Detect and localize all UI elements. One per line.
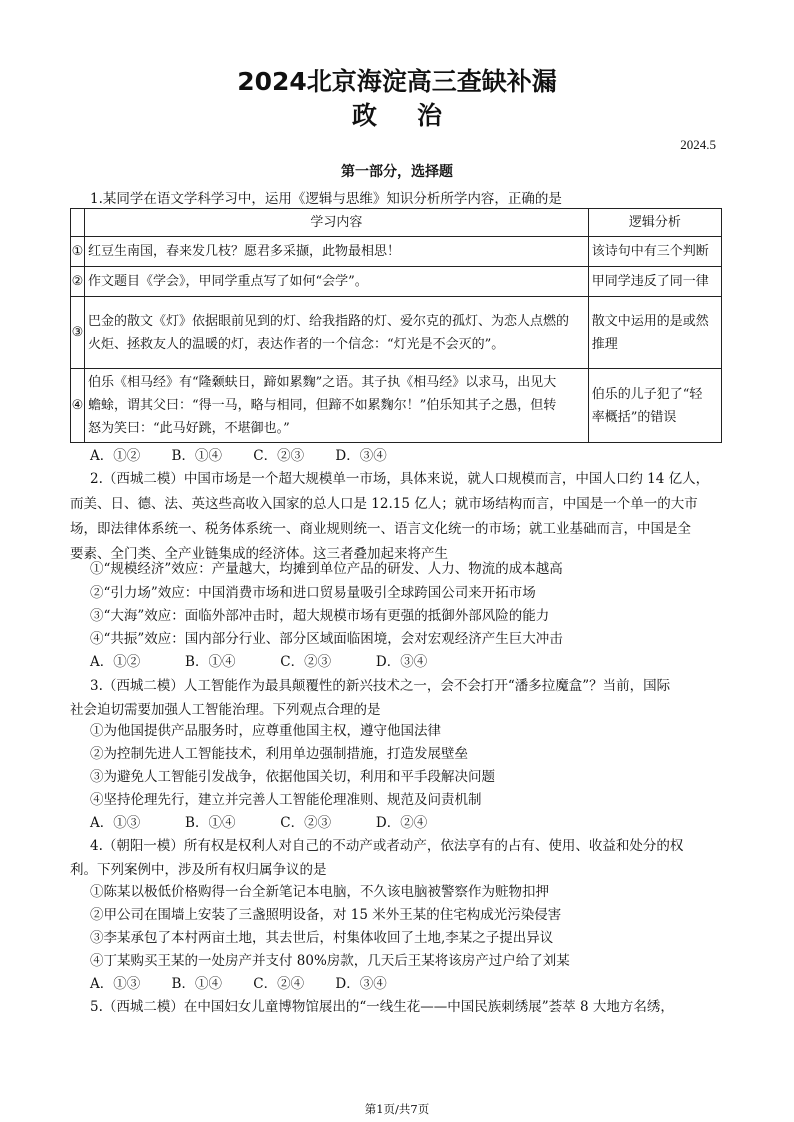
analysis-line: 率概括”的错误 xyxy=(591,409,677,425)
q2-item: ④“共振”效应：国内部分行业、部分区域面临困境，会对宏观经济产生巨大冲击 xyxy=(90,631,563,647)
q2-item: ①“规模经济”效应：产量越大，均摊到单位产品的研发、人力、物流的成本越高 xyxy=(90,561,563,577)
q4-stem-line: 4.（朝阳一模）所有权是权利人对自己的不动产或者动产，依法享有的占有、使用、收益和处分的权 xyxy=(90,838,684,854)
q3-item: ②为控制先进人工智能技术，利用单边强制措施，打造发展壁垒 xyxy=(90,746,468,762)
analysis-line: 甲同学违反了同一律 xyxy=(591,274,709,289)
exam-date: 2024.5 xyxy=(680,137,716,152)
subject-title: 政治 xyxy=(351,101,482,130)
q3-stem-line: 社会迫切需要加强人工智能治理。下列观点合理的是 xyxy=(70,702,381,718)
q4-item: ①陈某以极低价格购得一台全新笔记本电脑，不久该电脑被警察作为赃物扣押 xyxy=(90,884,549,900)
content-line: 作文题目《学会》，甲同学重点写了如何“会学”。 xyxy=(88,274,368,289)
row-number: ② xyxy=(71,267,85,297)
row-analysis xyxy=(588,237,721,267)
q2-stem-line: 2.（西城二模）中国市场是一个超大规模单一市场，具体来说，就人口规模而言，中国人口约 14 亿人， xyxy=(90,471,710,487)
q3-stem-line: 3.（西城二模）人工智能作为最具颠覆性的新兴技术之一，会不会打开“潘多拉魔盒”？当前，国际 xyxy=(90,678,671,694)
row-number: ① xyxy=(71,237,85,267)
analysis-line: 该诗句中有三个判断 xyxy=(591,244,709,259)
q1-stem: 1.某同学在语文学科学习中，运用《逻辑与思维》知识分析所学内容，正确的是 xyxy=(90,191,562,207)
content-line: 蟾蜍，谓其父曰：“得一马，略与相同，但蹄不如累麴尔！”伯乐知其子之愚，但转 xyxy=(88,398,557,413)
row-content xyxy=(85,237,589,267)
row-content xyxy=(85,297,589,369)
row-content xyxy=(85,267,589,297)
content-line: 红豆生南国，春来发几枝？愿君多采撷，此物最相思！ xyxy=(88,244,401,259)
row-analysis xyxy=(588,369,721,443)
content-line: 伯乐《相马经》有“隆颡蚨日，蹄如累麴”之语。其子执《相马经》以求马，出见大 xyxy=(88,375,557,390)
table-row xyxy=(71,369,722,443)
q2-options: A．①② B．①④ C．②③ D．③④ xyxy=(90,654,428,670)
q1-options: A．①② B．①④ C．②③ D．③④ xyxy=(90,448,387,464)
row-analysis xyxy=(588,267,721,297)
row-number: ③ xyxy=(71,297,85,369)
content-line: 火炬、拯救友人的温暖的灯，表达作者的一个信念：“灯光是不会灭的”。 xyxy=(88,336,505,352)
section-heading: 第一部分，选择题 xyxy=(341,164,453,180)
q3-item: ④坚持伦理先行，建立并完善人工智能伦理准则、规范及问责机制 xyxy=(90,792,482,808)
q5-stem-line: 5.（西城二模）在中国妇女儿童博物馆展出的“一线生花——中国民族刺绣展”荟萃 8 大地方名绣， xyxy=(90,999,674,1015)
content-line: 巴金的散文《灯》依据眼前见到的灯、给我指路的灯、爱尔克的孤灯、为恋人点燃的 xyxy=(88,313,570,329)
row-analysis xyxy=(588,297,721,369)
page-footer: 第1页/共7页 xyxy=(364,1102,430,1116)
table-row xyxy=(71,297,722,369)
q2-stem-line: 要素、全门类、全产业链集成的经济体。这三者叠加起来将产生 xyxy=(70,546,448,562)
table-cell xyxy=(71,209,85,237)
q4-item: ④丁某购买王某的一处房产并支付 80%房款，几天后王某将该房产过户给了刘某 xyxy=(90,953,570,969)
q2-stem-line: 场，即法律体系统一、税务体系统一、商业规则统一、语言文化统一的市场；就工业基础而言，中国是全 xyxy=(70,521,691,537)
q4-item: ②甲公司在围墙上安装了三盏照明设备，对 15 米外王某的住宅构成光污染侵害 xyxy=(90,907,562,923)
q4-stem-line: 利。下列案例中，涉及所有权归属争议的是 xyxy=(70,862,327,878)
q3-item: ③为避免人工智能引发战争，依据他国关切，利用和平手段解决问题 xyxy=(90,769,495,785)
row-content xyxy=(85,369,589,443)
table-header-row xyxy=(71,209,722,237)
q2-item: ③“大海”效应：面临外部冲击时，超大规模市场有更强的抵御外部风险的能力 xyxy=(90,608,550,624)
column-header-content: 学习内容 xyxy=(85,209,589,237)
table-row xyxy=(71,267,722,297)
q3-item: ①为他国提供产品服务时，应尊重他国主权，遵守他国法律 xyxy=(90,723,441,739)
q3-options: A．①③ B．①④ C．②③ D．②④ xyxy=(90,815,428,831)
q2-item: ②“引力场”效应：中国消费市场和进口贸易量吸引全球跨国公司来开拓市场 xyxy=(90,585,536,601)
row-number: ④ xyxy=(71,369,85,443)
analysis-line: 散文中运用的是或然 xyxy=(591,313,709,329)
content-line: 怒为笑曰：“此马好跳，不堪御也。” xyxy=(88,421,290,436)
analysis-line: 推理 xyxy=(591,336,618,352)
analysis-line: 伯乐的儿子犯了“轻 xyxy=(591,386,703,402)
q2-stem-line: 而美、日、德、法、英这些高收入国家的总人口是 12.15 亿人；就市场结构而言，中国是一个单一的大市 xyxy=(70,496,698,512)
q4-options: A．①③ B．①④ C．②④ D．③④ xyxy=(90,976,387,992)
table-row xyxy=(71,237,722,267)
column-header-analysis: 逻辑分析 xyxy=(588,209,721,237)
q4-item: ③李某承包了本村两亩土地，其去世后，村集体收回了土地,李某之子提出异议 xyxy=(90,930,554,946)
document-title: 2024北京海淀高三查缺补漏 xyxy=(237,67,557,96)
q1-table xyxy=(70,208,722,443)
